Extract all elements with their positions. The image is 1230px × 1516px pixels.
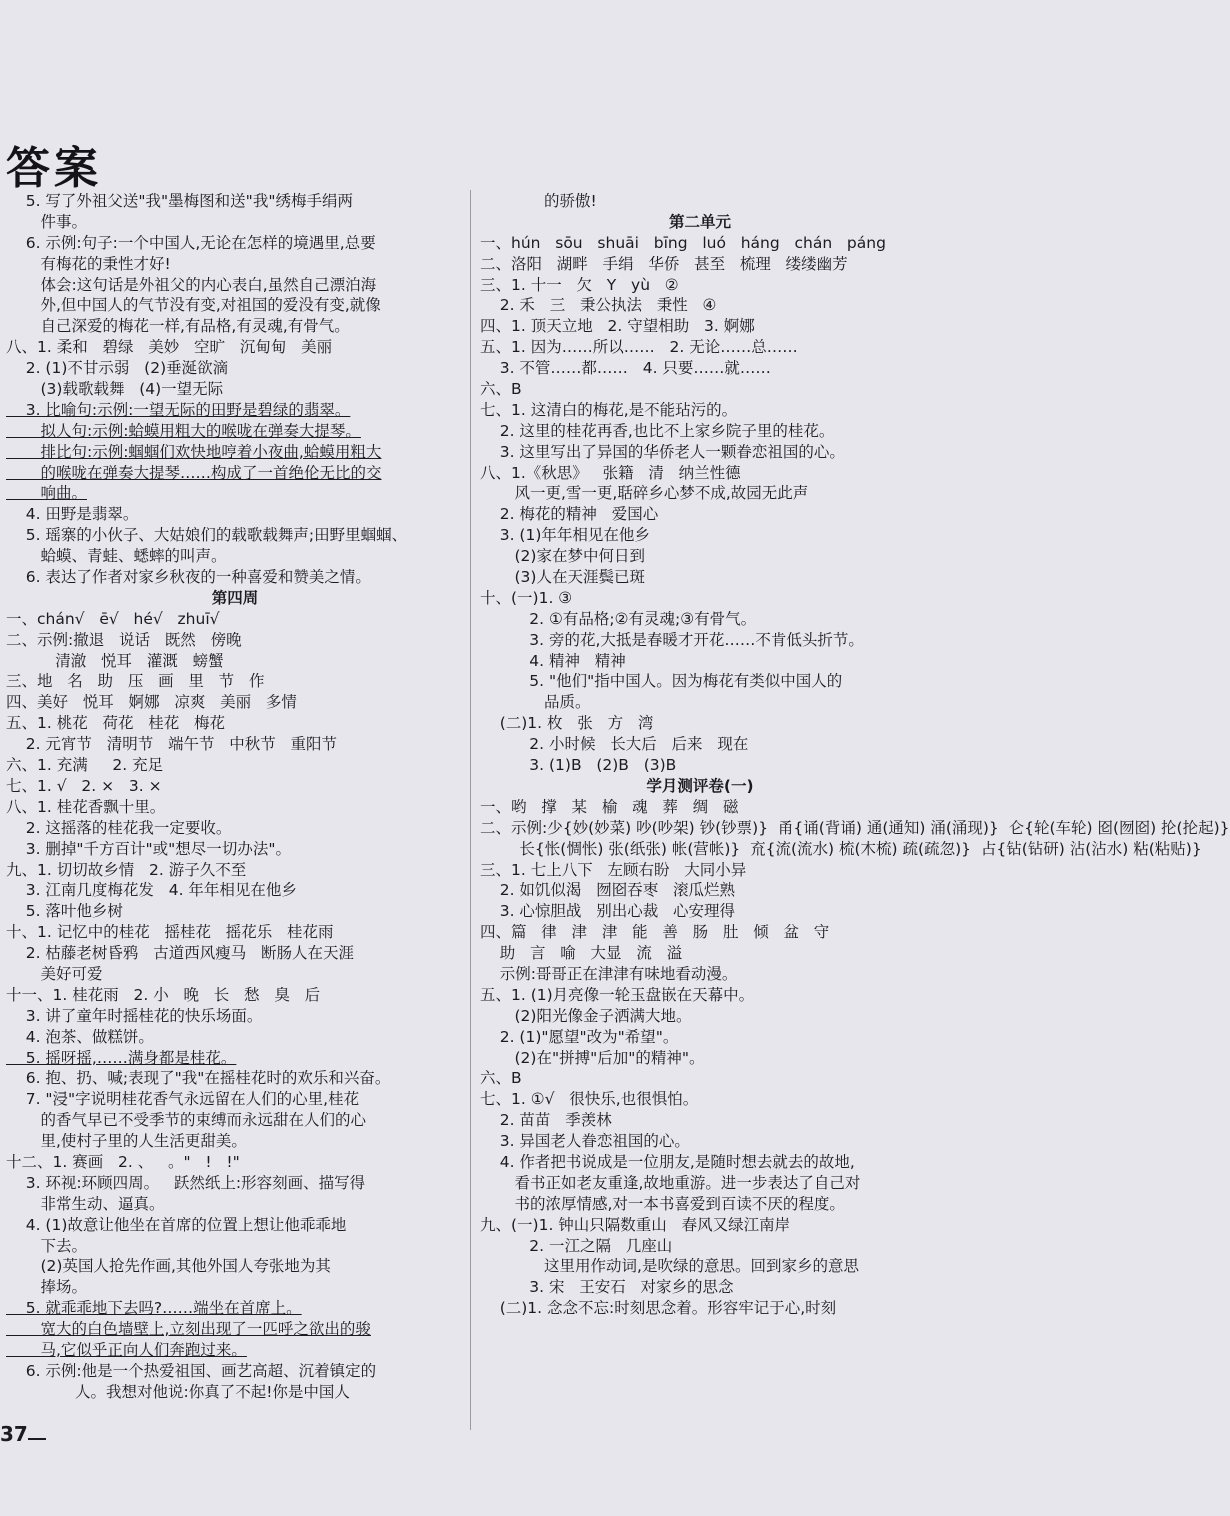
answer-line: 马,它似乎正向人们奔跑过来。 <box>6 1340 247 1359</box>
answer-line: 清澈 悦耳 灌溉 螃蟹 <box>6 651 224 670</box>
page-number-dash <box>28 1438 46 1440</box>
answer-line: 3. (1)年年相见在他乡 <box>480 526 650 545</box>
answer-line: 5. 瑶寨的小伙子、大姑娘们的载歌载舞声;田野里蝈蝈、 <box>6 526 408 545</box>
answer-line: 六、B <box>480 380 522 399</box>
answer-line: 6. 表达了作者对家乡秋夜的一种喜爱和赞美之情。 <box>6 568 371 587</box>
answer-line: 一、chán√ ē√ hé√ zhuī√ <box>6 609 220 628</box>
answer-line: 六、1. 充满 2. 充足 <box>6 756 164 775</box>
answer-line: 6. 示例:句子:一个中国人,无论在怎样的境遇里,总要 <box>6 233 376 252</box>
answer-line: 第四周 <box>211 588 259 607</box>
answer-line: 看书正如老友重逢,故地重游。进一步表达了自己对 <box>480 1173 861 1192</box>
answer-line: 3. 江南几度梅花发 4. 年年相见在他乡 <box>6 881 297 900</box>
page-heading: 答案 <box>6 143 102 194</box>
answer-line: 示例:哥哥正在津津有味地看动漫。 <box>480 964 738 983</box>
answer-line: 人。我想对他说:你真了不起!你是中国人 <box>6 1382 350 1401</box>
answer-line: 自己深爱的梅花一样,有品格,有灵魂,有骨气。 <box>6 317 350 336</box>
right-column <box>480 191 1230 1319</box>
answer-line: 7. "浸"字说明桂花香气永远留在人们的心里,桂花 <box>6 1090 360 1109</box>
answer-line: 五、1. 因为……所以…… 2. 无论……总…… <box>480 338 798 357</box>
answer-line: 二、示例:少{妙(妙菜) 吵(吵架) 钞(钞票)} 甬{诵(背诵) 通(通知) 涌(涌现)} 仑{轮(车轮) 囵(囫囵) 抡(抡起)} <box>480 818 1230 837</box>
answer-line: 八、1. 柔和 碧绿 美妙 空旷 沉甸甸 美丽 <box>6 338 333 357</box>
answer-line: 2. 苗苗 季羡林 <box>480 1111 612 1130</box>
answer-line: 5. "他们"指中国人。因为梅花有类似中国人的 <box>480 672 843 691</box>
answer-line: (3)人在天涯鬓已斑 <box>480 568 645 587</box>
answer-line: 蛤蟆、青蛙、蟋蟀的叫声。 <box>6 547 227 566</box>
answer-line: (2)英国人抢先作画,其他外国人夸张地为其 <box>6 1257 331 1276</box>
answer-line: 十二、1. 赛画 2. 、 。" ! !" <box>6 1152 240 1171</box>
answer-line: 2. 小时候 长大后 后来 现在 <box>480 735 749 754</box>
answer-line: 拟人句:示例:蛤蟆用粗大的喉咙在弹奏大提琴。 <box>6 421 361 440</box>
answer-line: 三、1. 七上八下 左顾右盼 大同小异 <box>480 860 747 879</box>
answer-line: 5. 就乖乖地下去吗?……端坐在首席上。 <box>6 1299 302 1318</box>
answer-line: 四、美好 悦耳 婀娜 凉爽 美丽 多情 <box>6 693 297 712</box>
answer-line: 2. 这摇落的桂花我一定要收。 <box>6 818 232 837</box>
answer-line: 2. 梅花的精神 爱国心 <box>480 505 659 524</box>
answer-line: 2. 元宵节 清明节 端午节 中秋节 重阳节 <box>6 735 338 754</box>
answer-line: 美好可爱 <box>6 964 103 983</box>
answer-line: 十一、1. 桂花雨 2. 小 晚 长 愁 臭 后 <box>6 985 321 1004</box>
answer-line: 2. 如饥似渴 囫囵吞枣 滚瓜烂熟 <box>480 881 735 900</box>
answer-line: 3. 不管……都…… 4. 只要……就…… <box>480 359 771 378</box>
answer-line: 一、hún sōu shuāi bīng luó háng chán páng <box>480 233 886 252</box>
answer-line: 五、1. 桃花 荷花 桂花 梅花 <box>6 714 226 733</box>
answer-line: 二、洛阳 湖畔 手绢 华侨 甚至 梳理 缕缕幽芳 <box>480 254 848 273</box>
answer-line: 这里用作动词,是吹绿的意思。回到家乡的意思 <box>480 1257 859 1276</box>
answer-line: 2. ①有品格;②有灵魂;③有骨气。 <box>480 609 757 628</box>
answer-line: 排比句:示例:蝈蝈们欢快地哼着小夜曲,蛤蟆用粗大 <box>6 442 382 461</box>
answer-line: 2. 这里的桂花再香,也比不上家乡院子里的桂花。 <box>480 421 835 440</box>
answer-line: 的骄傲! <box>480 192 597 210</box>
answer-line: 七、1. √ 2. × 3. × <box>6 776 162 795</box>
answer-line: 2. 一江之隔 几座山 <box>480 1236 673 1255</box>
answer-line: 3. 这里写出了异国的华侨老人一颗眷恋祖国的心。 <box>480 442 845 461</box>
answer-line: (3)载歌载舞 (4)一望无际 <box>6 380 224 399</box>
answer-line: 5. 摇呀摇,……满身都是桂花。 <box>6 1048 237 1067</box>
answer-line: 4. 田野是翡翠。 <box>6 505 139 524</box>
answer-line: 下去。 <box>6 1236 87 1255</box>
answer-line: 4. 泡茶、做糕饼。 <box>6 1027 154 1046</box>
answer-line: (二)1. 枚 张 方 湾 <box>480 714 654 733</box>
answer-line: 捧场。 <box>6 1278 87 1297</box>
answer-line: 2. 禾 三 秉公执法 秉性 ④ <box>480 296 717 315</box>
answer-line: (二)1. 念念不忘:时刻思念着。形容牢记于心,时刻 <box>480 1299 837 1318</box>
answer-line: 里,使村子里的人生活更甜美。 <box>6 1132 247 1151</box>
answer-line: 4. (1)故意让他坐在首席的位置上想让他乖乖地 <box>6 1215 347 1234</box>
answer-line: 八、1.《秋思》 张籍 清 纳兰性德 <box>480 463 741 482</box>
answer-line: 6. 示例:他是一个热爱祖国、画艺高超、沉着镇定的 <box>6 1361 377 1380</box>
answer-line: 有梅花的秉性才好! <box>6 254 171 273</box>
answer-line: 4. 精神 精神 <box>480 651 626 670</box>
answer-line: 十、1. 记忆中的桂花 摇桂花 摇花乐 桂花雨 <box>6 923 334 942</box>
answer-line: 助 言 喻 大显 流 溢 <box>480 944 683 963</box>
answer-line: 3. 比喻句:示例:一望无际的田野是碧绿的翡翠。 <box>6 400 351 419</box>
answer-line: (2)在"拼搏"后加"的精神"。 <box>480 1048 705 1067</box>
answer-line: 宽大的白色墙壁上,立刻出现了一匹呼之欲出的骏 <box>6 1320 371 1339</box>
answer-line: 一、哟 撑 某 榆 魂 葬 绸 磁 <box>480 797 739 816</box>
answer-line: 的喉咙在弹奏大提琴……构成了一首绝伦无比的交 <box>6 463 382 482</box>
answer-line: 书的浓厚情感,对一本书喜爱到百读不厌的程度。 <box>480 1194 845 1213</box>
answer-line: 2. (1)"愿望"改为"希望"。 <box>480 1027 679 1046</box>
answer-line: 件事。 <box>6 212 87 231</box>
answer-line: 六、B <box>480 1069 522 1088</box>
answer-line: 3. 旁的花,大抵是春暖才开花……不肯低头折节。 <box>480 630 864 649</box>
answer-line: 3. 心惊胆战 别出心裁 心安理得 <box>480 902 735 921</box>
answer-line: 5. 落叶他乡树 <box>6 902 123 921</box>
answer-line: 3. (1)B (2)B (3)B <box>480 756 677 775</box>
answer-line: 三、1. 十一 欠 Y yù ② <box>480 275 679 294</box>
answer-line: 3. 宋 王安石 对家乡的思念 <box>480 1278 734 1297</box>
answer-line: 6. 抱、扔、喊;表现了"我"在摇桂花时的欢乐和兴奋。 <box>6 1069 391 1088</box>
answer-line: 七、1. ①√ 很快乐,也很惧怕。 <box>480 1090 699 1109</box>
answer-line: 体会:这句话是外祖父的内心表白,虽然自己漂泊海 <box>6 275 377 294</box>
answer-line: 四、1. 顶天立地 2. 守望相助 3. 婀娜 <box>480 317 755 336</box>
answer-line: 长{怅(惆怅) 张(纸张) 帐(营帐)} 㐬{流(流水) 梳(木梳) 疏(疏忽)} 占{钻(钻研) 沾(沾水) 粘(粘贴)} <box>480 839 1202 858</box>
answer-line: 2. (1)不甘示弱 (2)垂涎欲滴 <box>6 359 229 378</box>
answer-line: 二、示例:撤退 说话 既然 傍晚 <box>6 630 242 649</box>
page-number: 37 <box>0 1422 28 1446</box>
column-divider <box>470 190 471 1430</box>
answer-line: 响曲。 <box>6 484 87 503</box>
answer-line: 3. 环视:环顾四周。 跃然纸上:形容刻画、描写得 <box>6 1173 366 1192</box>
answer-line: 5. 写了外祖父送"我"墨梅图和送"我"绣梅手绢两 <box>6 192 353 210</box>
answer-line: 八、1. 桂花香飘十里。 <box>6 797 166 816</box>
answer-line: 学月测评卷(一) <box>646 776 754 795</box>
answer-line: 十、(一)1. ③ <box>480 588 573 607</box>
answer-line: 第二单元 <box>668 212 731 231</box>
answer-line: 2. 枯藤老树昏鸦 古道西风瘦马 断肠人在天涯 <box>6 944 354 963</box>
answer-line: 3. 删掉"千方百计"或"想尽一切办法"。 <box>6 839 291 858</box>
answer-line: 非常生动、逼真。 <box>6 1194 165 1213</box>
answer-line: 五、1. (1)月亮像一轮玉盘嵌在天幕中。 <box>480 985 755 1004</box>
left-column <box>6 191 464 1403</box>
answer-line: (2)阳光像金子洒满大地。 <box>480 1006 692 1025</box>
answer-line: 四、篇 律 津 津 能 善 肠 肚 倾 盆 守 <box>480 923 830 942</box>
answer-line: 九、1. 切切故乡情 2. 游子久不至 <box>6 860 247 879</box>
answer-line: 3. 讲了童年时摇桂花的快乐场面。 <box>6 1006 263 1025</box>
answer-line: 风一更,雪一更,聒碎乡心梦不成,故园无此声 <box>480 484 809 503</box>
answer-line: 九、(一)1. 钟山只隔数重山 春风又绿江南岸 <box>480 1215 791 1234</box>
answer-line: (2)家在梦中何日到 <box>480 547 645 566</box>
answer-line: 4. 作者把书说成是一位朋友,是随时想去就去的故地, <box>480 1152 855 1171</box>
answer-line: 品质。 <box>480 693 591 712</box>
answer-line: 七、1. 这清白的梅花,是不能玷污的。 <box>480 400 738 419</box>
answer-line: 外,但中国人的气节没有变,对祖国的爱没有变,就像 <box>6 296 381 315</box>
answer-line: 的香气早已不受季节的束缚而永远甜在人们的心 <box>6 1111 366 1130</box>
answer-line: 三、地 名 助 压 画 里 节 作 <box>6 672 265 691</box>
answer-line: 3. 异国老人眷恋祖国的心。 <box>480 1132 690 1151</box>
